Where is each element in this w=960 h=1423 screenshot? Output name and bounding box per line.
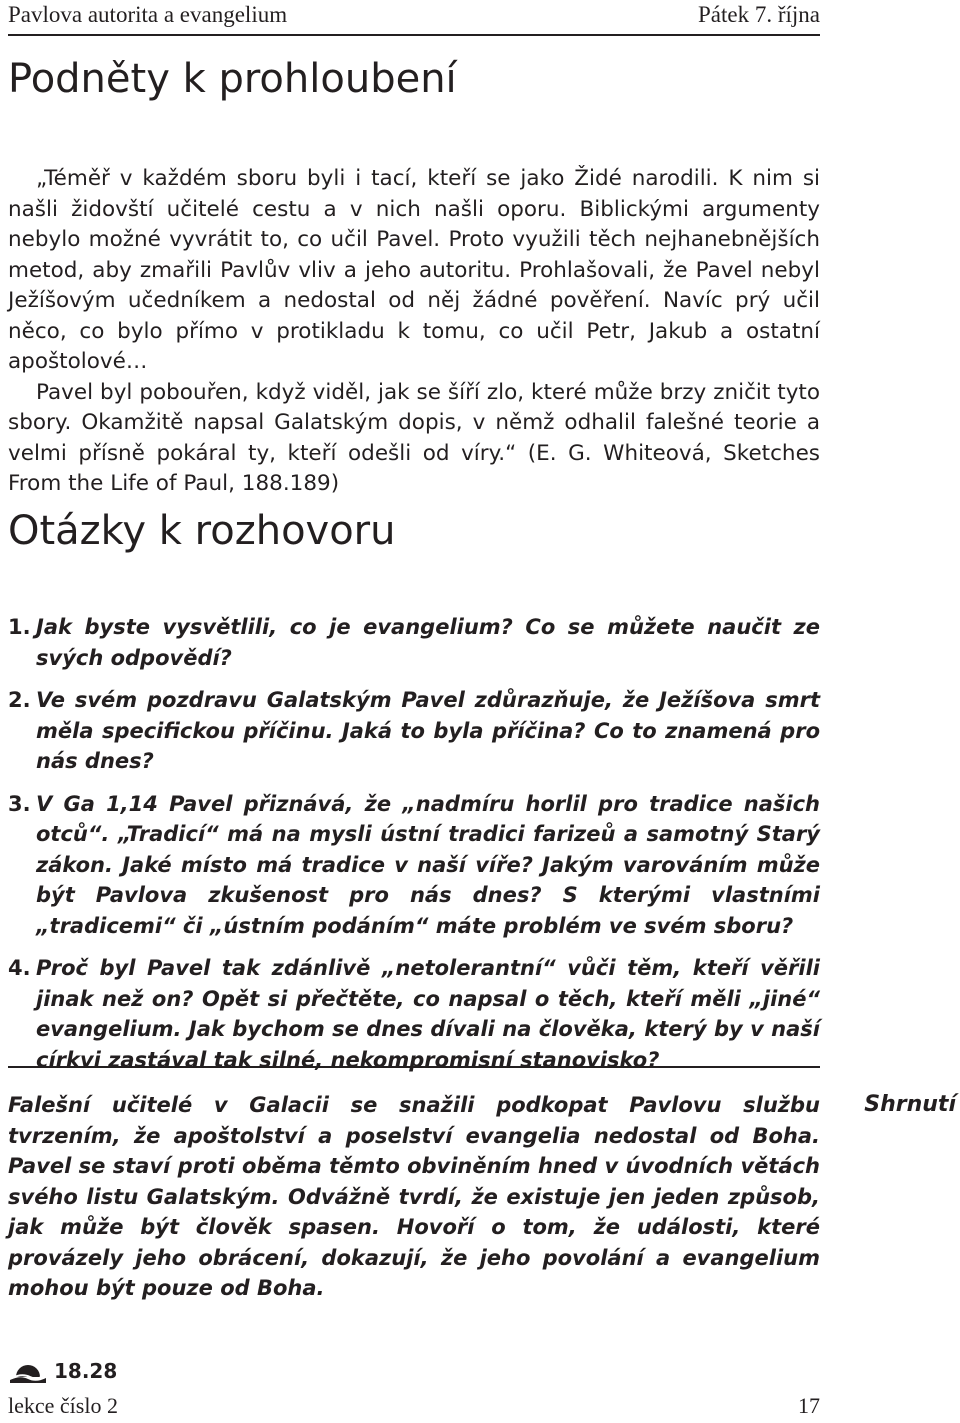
running-header [8,0,820,36]
sunset-time-value: 18.28 [54,1359,118,1383]
question-text: Proč byl Pavel tak zdánlivě „netolerantní“ vůči těm, kteří věřili jinak než on? Opět si přečtěte, co napsal o těch, kteří měli „jiné“ evangelium. Jak bychom se dnes dívali na člověka, který by v naší církvi zastával tak silné, nekompromisní stanovisko? [36,956,820,1072]
question-item-2 [8,685,820,777]
question-list [8,612,820,1087]
summary-text: Falešní učitelé v Galacii se snažili podkopat Pavlovu službu tvrzením, že apoštolství a poselství evangelia nedostal od Boha. Pavel se staví proti oběma těmto obviněním hned v úvodních větách svého listu Galatským. Odvážně tvrdí, že existuje jen jeden způsob, jak může být člověk spasen. Hovoří o tom, že události, které provázely jeho obrácení, dokazují, že jeho povolání a evangelium mohou být pouze od Boha. [8,1093,820,1300]
summary-label: Shrnutí [864,1092,956,1117]
quote-paragraph-2: Pavel byl pobouřen, když viděl, jak se šíří zlo, které může brzy zničit tyto sbory. Okamžitě napsal Galatským dopis, v němž odhalil falešné teorie a velmi přísně pokáral ty, kteří odešli od víry.“ (E. G. Whiteová, Sketches From the Life of Paul, 188.189) [8,379,820,496]
lesson-number: lekce číslo 2 [8,1393,118,1418]
sunrise-icon [8,1359,48,1383]
question-number: 1. [8,615,31,639]
page-number: 17 [798,1393,820,1418]
question-text: Jak byste vysvětlili, co je evangelium? Co se můžete naučit ze svých odpovědí? [36,615,820,670]
question-text: V Ga 1,14 Pavel přiznává, že „nadmíru horlil pro tradice našich otců“. „Tradicí“ má na mysli ústní tradici farizeů a samotný Starý zákon. Jaké místo má tradice v naší víře? Jakým varováním může být Pavlova zkušenost pro nás dnes? S kterými vlastními „tradicemi“ či „ústním podáním“ máte problém ve svém sboru? [36,791,820,938]
page-footer [8,1392,820,1420]
section-title-discussion-questions: Otázky k rozhovoru [8,508,396,554]
question-item-3 [8,789,820,942]
quote-paragraph-1: „Téměř v každém sboru byli i tací, kteří se jako Židé narodili. K nim si našli židovští učitelé cestu a v nich našli oporu. Biblickými argumenty nebylo možné vyvrátit to, co učil Pavel. Proto využili těch nejhanebnějších metod, aby zmařili Pavlův vliv a jeho autoritu. Prohlašovali, že Pavel nebyl Ježíšovým učedníkem a nedostal od něj žádné pověření. Navíc prý učil něco, co bylo přímo v protikladu k tomu, co učil Petr, Jakub a ostatní apoštolové… [8,166,820,374]
sunset-time [8,1358,117,1384]
question-item-1 [8,612,820,673]
question-number: 2. [8,688,31,712]
header-date: Pátek 7. října [698,2,820,27]
header-book-title: Pavlova autorita a evangelium [8,2,288,27]
section-divider [8,1066,820,1068]
question-item-4 [8,953,820,1075]
question-number: 3. [8,791,31,816]
question-text: Ve svém pozdravu Galatským Pavel zdůrazňuje, že Ježíšova smrt měla specifickou příčinu. Jaká to byla příčina? Co to znamená pro nás dnes? [36,688,820,773]
section-title-deep-study: Podněty k prohloubení [8,56,457,102]
question-number: 4. [8,956,31,980]
ellen-white-quote [8,164,820,500]
